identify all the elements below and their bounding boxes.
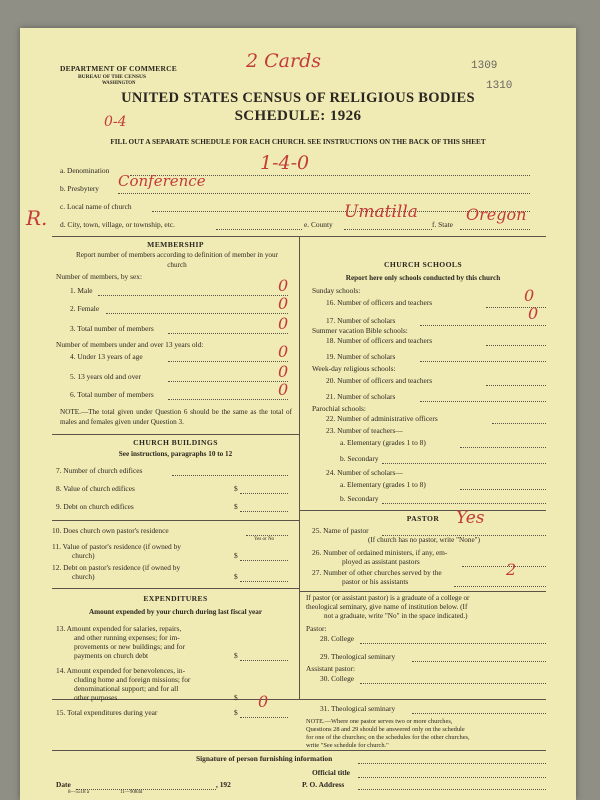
q18-line[interactable] [486, 345, 546, 346]
q11-line[interactable] [240, 560, 288, 561]
date-year: , 192 [216, 780, 231, 789]
state-label: f. State [432, 220, 453, 229]
q15-line[interactable] [240, 717, 288, 718]
bottom-section-rule [52, 699, 546, 700]
weekday-schools-label: Week-day religious schools: [312, 364, 396, 373]
q9-dollar: $ [234, 502, 238, 511]
q27-label-a: 27. Number of other churches served by the [312, 568, 442, 577]
po-address-line[interactable] [358, 789, 546, 790]
q2-label: 2. Female [70, 304, 100, 313]
q10-label: 10. Does church own pastor's residence [52, 526, 169, 535]
county-label: e. County [304, 220, 333, 229]
local-name-label: c. Local name of church [60, 202, 132, 211]
q19-line[interactable] [420, 361, 546, 362]
q17-label: 17. Number of scholars [326, 316, 396, 325]
parochial-schools-label: Parochial schools: [312, 404, 366, 413]
q25-hint: (If church has no pastor, write "None") [368, 536, 480, 544]
q3-label: 3. Total number of members [70, 324, 154, 333]
q8-dollar: $ [234, 484, 238, 493]
summer-schools-label: Summer vacation Bible schools: [312, 326, 408, 335]
q31-label: 31. Theological seminary [320, 704, 396, 713]
form-number: 8—5518 a [68, 790, 89, 795]
membership-rule [52, 434, 299, 435]
q5-value: 0 [278, 362, 289, 381]
q6-label: 6. Total number of members [70, 390, 154, 399]
q28-label: 28. College [320, 634, 355, 643]
stamp-number-top: 1309 [471, 60, 498, 72]
q27-label-b: pastor or his assistants [342, 577, 409, 586]
q29-line[interactable] [412, 661, 546, 662]
q14-dollar: $ [234, 693, 238, 702]
q5-line[interactable] [168, 381, 288, 382]
pastor-heading: PASTOR [406, 514, 440, 523]
date-line[interactable] [76, 789, 216, 790]
q3-line[interactable] [168, 333, 288, 334]
presbytery-label: b. Presbytery [60, 184, 99, 193]
q20-line[interactable] [486, 385, 546, 386]
q31-line[interactable] [412, 713, 546, 714]
q30-label: 30. College [320, 674, 355, 683]
q20-label: 20. Number of officers and teachers [326, 376, 433, 385]
q26-label-b: ployed as assistant pastors [342, 557, 420, 566]
q23a-line[interactable] [460, 447, 546, 448]
q11-label-b: church) [72, 551, 95, 560]
q17-line[interactable] [420, 325, 546, 326]
q14-line-4: other purposes [74, 693, 118, 702]
q24a-line[interactable] [460, 489, 546, 490]
sunday-schools-label: Sunday schools: [312, 286, 361, 295]
q21-line[interactable] [420, 401, 546, 402]
q26-label-a: 26. Number of ordained ministers, if any, em- [312, 548, 448, 557]
pastor-subsection-label: Pastor: [306, 624, 327, 633]
q7-label: 7. Number of church edifices [56, 466, 143, 475]
q12-label-a: 12. Debt on pastor's residence (if owned by [52, 563, 181, 572]
expenditures-heading: EXPENDITURES [143, 594, 208, 603]
handwritten-denomination: 1-4-0 [260, 152, 310, 174]
q23-label: 23. Number of teachers— [326, 426, 403, 435]
q15-value: 0 [258, 692, 269, 711]
buildings-rule [52, 588, 299, 589]
q23b-line[interactable] [382, 463, 546, 464]
date-label: Date [56, 780, 71, 789]
pastor-intro-3: not a graduate, write "No" in the space indicated.) [324, 612, 468, 620]
q12-dollar: $ [234, 572, 238, 581]
signature-line[interactable] [358, 763, 546, 764]
q30-line[interactable] [360, 683, 546, 684]
q29-label: 29. Theological seminary [320, 652, 396, 661]
q14-line-1: 14. Amount expended for benevolences, in- [56, 666, 186, 675]
q1-value: 0 [278, 276, 289, 295]
center-column-rule [299, 236, 300, 699]
city-line[interactable] [216, 229, 302, 230]
form-title: UNITED STATES CENSUS OF RELIGIOUS BODIES [121, 90, 475, 106]
schools-heading: CHURCH SCHOOLS [384, 260, 462, 269]
q13-line-1: 13. Amount expended for salaries, repairs, [56, 624, 182, 633]
buildings-subheading: See instructions, paragraphs 10 to 12 [118, 450, 233, 458]
q13-line-3: provements or new buildings; and for [74, 642, 186, 651]
q13-dollar: $ [234, 651, 238, 660]
pastor-mid-rule [300, 591, 546, 592]
q27-line[interactable] [454, 586, 546, 587]
membership-subheading: Report number of members according to definition of member in your church [76, 251, 278, 269]
q25-label: 25. Name of pastor [312, 526, 369, 535]
stamp-number-second: 1310 [486, 80, 513, 92]
handwritten-county: Umatilla [344, 202, 418, 222]
expenditures-subheading: Amount expended by your church during last fiscal year [88, 608, 263, 616]
q15-dollar: $ [234, 708, 238, 717]
q28-line[interactable] [360, 643, 546, 644]
q16-label: 16. Number of officers and teachers [326, 298, 433, 307]
buildings-mid-rule [52, 520, 299, 521]
q19-label: 19. Number of scholars [326, 352, 396, 361]
denomination-label: a. Denomination [60, 166, 110, 175]
schedule-title: SCHEDULE: 1926 [234, 108, 362, 124]
county-line[interactable] [344, 229, 432, 230]
q21-label: 21. Number of scholars [326, 392, 396, 401]
q2-value: 0 [278, 294, 289, 313]
official-title-line[interactable] [358, 777, 546, 778]
buildings-heading: CHURCH BUILDINGS [133, 438, 218, 447]
pastor-note-3: for one of the churches; on the schedules for the other churches, [306, 734, 470, 741]
membership-heading: MEMBERSHIP [147, 240, 204, 249]
q24-label: 24. Number of scholars— [326, 468, 403, 477]
presbytery-line[interactable] [118, 193, 530, 194]
q6-line[interactable] [168, 399, 288, 400]
city-label: d. City, town, village, or township, etc. [60, 220, 175, 229]
department-name: DEPARTMENT OF COMMERCE [60, 64, 177, 73]
pastor-intro-2: theological seminary, give name of institution below. (If [306, 603, 468, 611]
q14-line-3: denominational support; and for all [74, 684, 179, 693]
q24b-line[interactable] [382, 503, 546, 504]
q10-line[interactable] [246, 535, 288, 536]
members-by-sex-label: Number of members, by sex: [56, 272, 142, 281]
q23a-label: a. Elementary (grades 1 to 8) [340, 438, 426, 447]
q2-line[interactable] [106, 313, 288, 314]
q11-dollar: $ [234, 551, 238, 560]
q4-line[interactable] [168, 361, 288, 362]
handwritten-initial: R. [26, 206, 48, 230]
pastor-note-4: write "See schedule for church." [306, 742, 389, 749]
q4-label: 4. Under 13 years of age [70, 352, 143, 361]
q9-line[interactable] [240, 511, 288, 512]
schools-subheading: Report here only schools conducted by this church [345, 274, 501, 282]
city-name: WASHINGTON [102, 81, 136, 86]
q13-line-4: payments on church debt [74, 651, 149, 660]
po-address-label: P. O. Address [302, 780, 345, 789]
q24b-label: b. Secondary [340, 494, 379, 503]
q12-line[interactable] [240, 581, 288, 582]
handwritten-code: 0-4 [104, 114, 127, 130]
q1-line[interactable] [98, 295, 288, 296]
q1-label: 1. Male [70, 286, 93, 295]
q23b-label: b. Secondary [340, 454, 379, 463]
pastor-note-2: Questions 28 and 29 should be answered only on the schedule [306, 726, 465, 733]
handwritten-cards: 2 Cards [246, 50, 321, 72]
handwritten-presbytery: Conference [118, 172, 206, 190]
q22-line[interactable] [492, 423, 546, 424]
q13-line-2: and other running expenses; for im- [74, 633, 180, 642]
q18-label: 18. Number of officers and teachers [326, 336, 433, 345]
q16-value: 0 [524, 286, 535, 305]
q4-value: 0 [278, 342, 289, 361]
q22-label: 22. Number of administrative officers [326, 414, 438, 423]
state-line[interactable] [460, 229, 530, 230]
q27-value: 2 [506, 560, 517, 579]
schools-rule [300, 510, 546, 511]
q3-value: 0 [278, 314, 289, 333]
q6-value: 0 [278, 380, 289, 399]
q15-label: 15. Total expenditures during year [56, 708, 158, 717]
q14-line-2: cluding home and foreign missions; for [74, 675, 191, 684]
handwritten-state: Oregon [466, 205, 527, 224]
membership-note: NOTE.—The total given under Question 6 should be the same as the total of males and females given under Question 3. [60, 408, 292, 426]
q17-value: 0 [528, 304, 539, 323]
q11-label-a: 11. Value of pastor's residence (if owned by [52, 542, 181, 551]
q9-label: 9. Debt on church edifices [56, 502, 134, 511]
q13-line[interactable] [240, 660, 288, 661]
handwritten-pastor: Yes [456, 508, 485, 528]
q7-line[interactable] [172, 475, 288, 476]
signature-label: Signature of person furnishing information [196, 754, 333, 763]
pastor-note-1: NOTE.—Where one pastor serves two or more churches, [306, 718, 453, 725]
q26-line[interactable] [462, 566, 546, 567]
pastor-intro-1: If pastor (or assistant pastor) is a graduate of a college or [306, 594, 470, 602]
census-schedule-sheet [20, 28, 576, 800]
assistant-pastor-label: Assistant pastor: [306, 664, 356, 673]
q8-label: 8. Value of church edifices [56, 484, 135, 493]
instruction-line: FILL OUT A SEPARATE SCHEDULE FOR EACH CHURCH. SEE INSTRUCTIONS ON THE BACK OF THIS SHEET [110, 138, 486, 146]
q8-line[interactable] [240, 493, 288, 494]
q5-label: 5. 13 years old and over [70, 372, 142, 381]
q12-label-b: church) [72, 572, 95, 581]
print-code: 11—9084d [120, 790, 143, 795]
bureau-name: BUREAU OF THE CENSUS [78, 74, 147, 80]
q24a-label: a. Elementary (grades 1 to 8) [340, 480, 426, 489]
members-by-age-label: Number of members under and over 13 years old: [56, 340, 204, 349]
yes-no-hint: Yes or No [254, 537, 275, 542]
official-title-label: Official title [312, 768, 350, 777]
